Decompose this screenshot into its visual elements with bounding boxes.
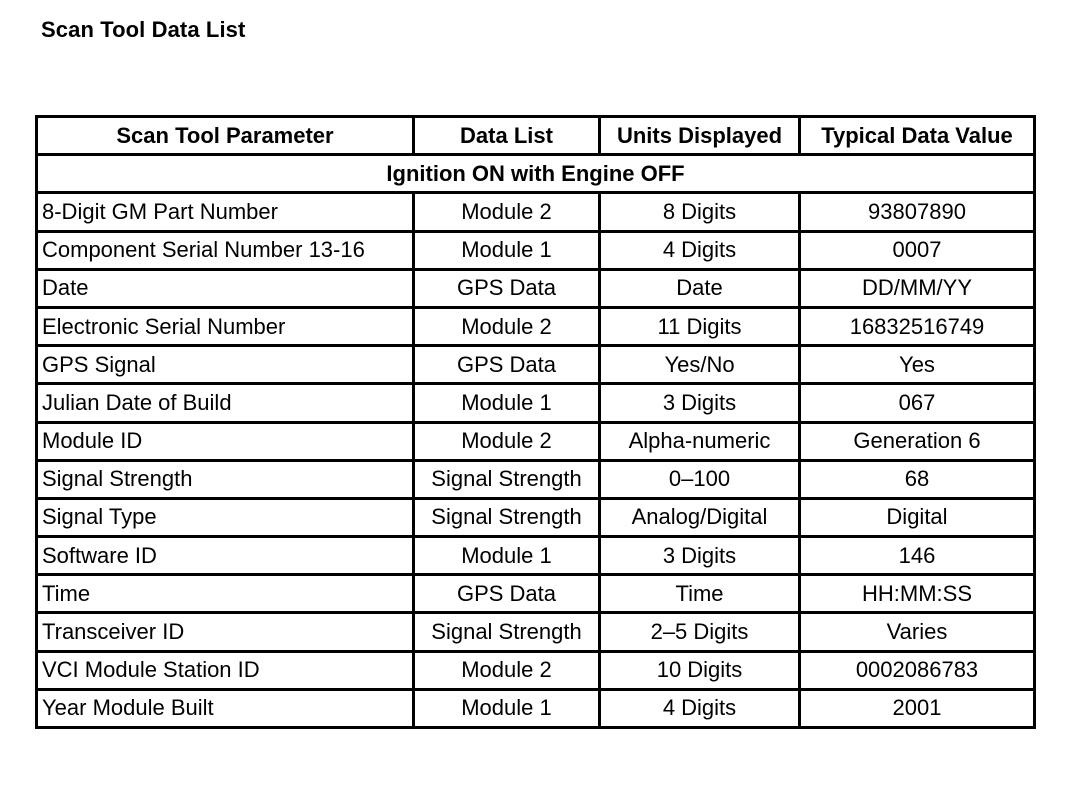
scan-tool-data-table (35, 115, 1036, 729)
cell-units: 10 Digits (600, 651, 800, 689)
table-header-row (37, 117, 1035, 155)
cell-units: Alpha-numeric (600, 422, 800, 460)
cell-units: 4 Digits (600, 231, 800, 269)
cell-data-list: Module 1 (414, 689, 600, 727)
cell-data-list: Signal Strength (414, 460, 600, 498)
cell-parameter: VCI Module Station ID (37, 651, 414, 689)
cell-units: Date (600, 269, 800, 307)
cell-typical-value: Varies (800, 613, 1035, 651)
cell-typical-value: DD/MM/YY (800, 269, 1035, 307)
cell-typical-value: 68 (800, 460, 1035, 498)
cell-units: 2–5 Digits (600, 613, 800, 651)
table-row (37, 269, 1035, 307)
cell-parameter: Signal Type (37, 498, 414, 536)
cell-parameter: Electronic Serial Number (37, 307, 414, 345)
cell-units: Time (600, 575, 800, 613)
cell-typical-value: Digital (800, 498, 1035, 536)
cell-data-list: Module 1 (414, 537, 600, 575)
table-row (37, 346, 1035, 384)
cell-parameter: Signal Strength (37, 460, 414, 498)
cell-units: 4 Digits (600, 689, 800, 727)
table-row (37, 307, 1035, 345)
cell-data-list: GPS Data (414, 269, 600, 307)
cell-parameter: GPS Signal (37, 346, 414, 384)
cell-parameter: Module ID (37, 422, 414, 460)
cell-typical-value: 93807890 (800, 193, 1035, 231)
table-row (37, 422, 1035, 460)
cell-typical-value: 0002086783 (800, 651, 1035, 689)
cell-data-list: GPS Data (414, 575, 600, 613)
cell-units: 11 Digits (600, 307, 800, 345)
header-scan-tool-parameter: Scan Tool Parameter (37, 117, 414, 155)
cell-units: 3 Digits (600, 384, 800, 422)
cell-parameter: Component Serial Number 13-16 (37, 231, 414, 269)
cell-data-list: Module 1 (414, 384, 600, 422)
cell-typical-value: Yes (800, 346, 1035, 384)
cell-parameter: Transceiver ID (37, 613, 414, 651)
cell-data-list: Module 2 (414, 422, 600, 460)
cell-parameter: Date (37, 269, 414, 307)
cell-units: 8 Digits (600, 193, 800, 231)
cell-typical-value: 146 (800, 537, 1035, 575)
cell-typical-value: HH:MM:SS (800, 575, 1035, 613)
table-row (37, 193, 1035, 231)
table-row (37, 498, 1035, 536)
cell-data-list: Module 2 (414, 651, 600, 689)
cell-data-list: Module 2 (414, 193, 600, 231)
cell-typical-value: 067 (800, 384, 1035, 422)
table-row (37, 231, 1035, 269)
cell-parameter: 8-Digit GM Part Number (37, 193, 414, 231)
cell-units: 3 Digits (600, 537, 800, 575)
table-row (37, 384, 1035, 422)
page-title: Scan Tool Data List (41, 17, 246, 42)
table-row (37, 651, 1035, 689)
table-row (37, 613, 1035, 651)
cell-typical-value: 16832516749 (800, 307, 1035, 345)
cell-data-list: Module 2 (414, 307, 600, 345)
cell-data-list: GPS Data (414, 346, 600, 384)
cell-parameter: Julian Date of Build (37, 384, 414, 422)
header-units-displayed: Units Displayed (600, 117, 800, 155)
cell-data-list: Signal Strength (414, 498, 600, 536)
header-data-list: Data List (414, 117, 600, 155)
cell-parameter: Software ID (37, 537, 414, 575)
cell-parameter: Time (37, 575, 414, 613)
cell-parameter: Year Module Built (37, 689, 414, 727)
cell-units: Yes/No (600, 346, 800, 384)
table-row (37, 537, 1035, 575)
cell-units: Analog/Digital (600, 498, 800, 536)
section-label: Ignition ON with Engine OFF (37, 155, 1035, 193)
cell-units: 0–100 (600, 460, 800, 498)
table-row (37, 575, 1035, 613)
header-typical-data-value: Typical Data Value (800, 117, 1035, 155)
section-row (37, 155, 1035, 193)
cell-data-list: Module 1 (414, 231, 600, 269)
cell-typical-value: Generation 6 (800, 422, 1035, 460)
table-row (37, 689, 1035, 727)
cell-data-list: Signal Strength (414, 613, 600, 651)
cell-typical-value: 2001 (800, 689, 1035, 727)
cell-typical-value: 0007 (800, 231, 1035, 269)
table-row (37, 460, 1035, 498)
